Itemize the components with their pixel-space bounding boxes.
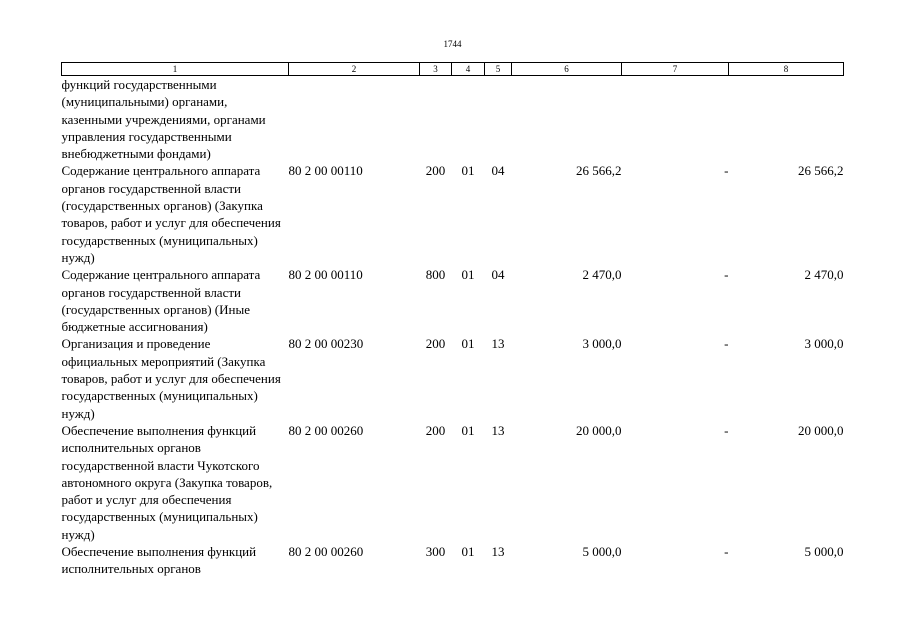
row-c5-cell: 13: [491, 422, 505, 438]
row-c3-cell: 200: [425, 163, 446, 179]
column-header: 8: [729, 63, 844, 76]
row-name-cell: Обеспечение выполнения функций исполнительных органов государственной власти Чукотского автономного округа (Закупка товаров, работ и услуг для обеспечения государственных (муниципальных) нужд): [61, 422, 273, 542]
column-header: 3: [420, 63, 452, 76]
row-c7-cell: -: [724, 544, 729, 560]
row-c7-cell: [622, 76, 729, 163]
column-header: 5: [485, 63, 512, 76]
row-c5-cell: [485, 76, 512, 163]
column-header: 7: [622, 63, 729, 76]
row-c3-cell: 200: [425, 336, 446, 352]
budget-table: [61, 62, 844, 578]
row-c7-cell: -: [724, 336, 729, 352]
row-c5-cell: 13: [491, 336, 505, 352]
row-name-cell: Содержание центрального аппарата органов государственной власти (государственных органов) (Иные бюджетные ассигнования): [61, 267, 261, 335]
row-code-cell: 80 2 00 00110: [288, 163, 363, 179]
column-header: 1: [62, 63, 289, 76]
row-code-cell: 80 2 00 00230: [288, 336, 364, 352]
table-row: [62, 266, 844, 335]
row-c3-cell: 200: [425, 422, 446, 438]
row-c5-cell: 04: [491, 163, 505, 179]
row-code-cell: [289, 76, 420, 163]
row-name-cell: Обеспечение выполнения функций исполнительных органов: [61, 544, 257, 577]
row-c8-cell: 20 000,0: [798, 422, 844, 438]
row-c6-cell: [512, 76, 622, 163]
table-row: [62, 162, 844, 266]
row-c3-cell: 300: [425, 544, 446, 560]
row-c7-cell: -: [724, 267, 729, 283]
row-c5-cell: 04: [491, 267, 505, 283]
row-c8-cell: 2 470,0: [804, 267, 844, 283]
row-c8-cell: 3 000,0: [804, 336, 844, 352]
row-c4-cell: 01: [461, 336, 475, 352]
row-c6-cell: 26 566,2: [576, 163, 622, 179]
table-row: [62, 422, 844, 543]
column-header: 4: [452, 63, 485, 76]
row-c8-cell: 26 566,2: [798, 163, 844, 179]
row-c6-cell: 2 470,0: [582, 267, 622, 283]
table-row: [62, 76, 844, 163]
row-name-cell: Содержание центрального аппарата органов государственной власти (государственных органов) (Закупка товаров, работ и услуг для обеспечения государственных (муниципальных) нужд): [61, 163, 281, 265]
table-row: [62, 335, 844, 421]
row-c6-cell: 20 000,0: [576, 422, 622, 438]
row-code-cell: 80 2 00 00260: [288, 544, 364, 560]
row-c5-cell: 13: [491, 544, 505, 560]
row-name-cell: функций государственными (муниципальными) органами, казенными учреждениями, органами управления государственными внебюджетными фондами): [61, 77, 266, 162]
row-code-cell: 80 2 00 00260: [288, 422, 364, 438]
column-header: 6: [512, 63, 622, 76]
table-row: [62, 543, 844, 578]
row-c4-cell: [452, 76, 485, 163]
row-c7-cell: -: [724, 163, 729, 179]
row-c4-cell: 01: [461, 544, 475, 560]
row-c4-cell: 01: [461, 422, 475, 438]
row-c4-cell: 01: [461, 267, 475, 283]
row-c7-cell: -: [724, 422, 729, 438]
row-c3-cell: 800: [425, 267, 446, 283]
column-header: 2: [289, 63, 420, 76]
row-c8-cell: 5 000,0: [804, 544, 844, 560]
row-name-cell: Организация и проведение официальных мероприятий (Закупка товаров, работ и услуг для обеспечения государственных (муниципальных) нужд): [61, 336, 281, 421]
row-c6-cell: 5 000,0: [582, 544, 622, 560]
table-header-row: [62, 63, 844, 76]
row-c8-cell: [729, 76, 844, 163]
row-c4-cell: 01: [461, 163, 475, 179]
row-c6-cell: 3 000,0: [582, 336, 622, 352]
row-c3-cell: [420, 76, 452, 163]
row-code-cell: 80 2 00 00110: [288, 267, 363, 283]
page-number: 1744: [443, 39, 462, 49]
